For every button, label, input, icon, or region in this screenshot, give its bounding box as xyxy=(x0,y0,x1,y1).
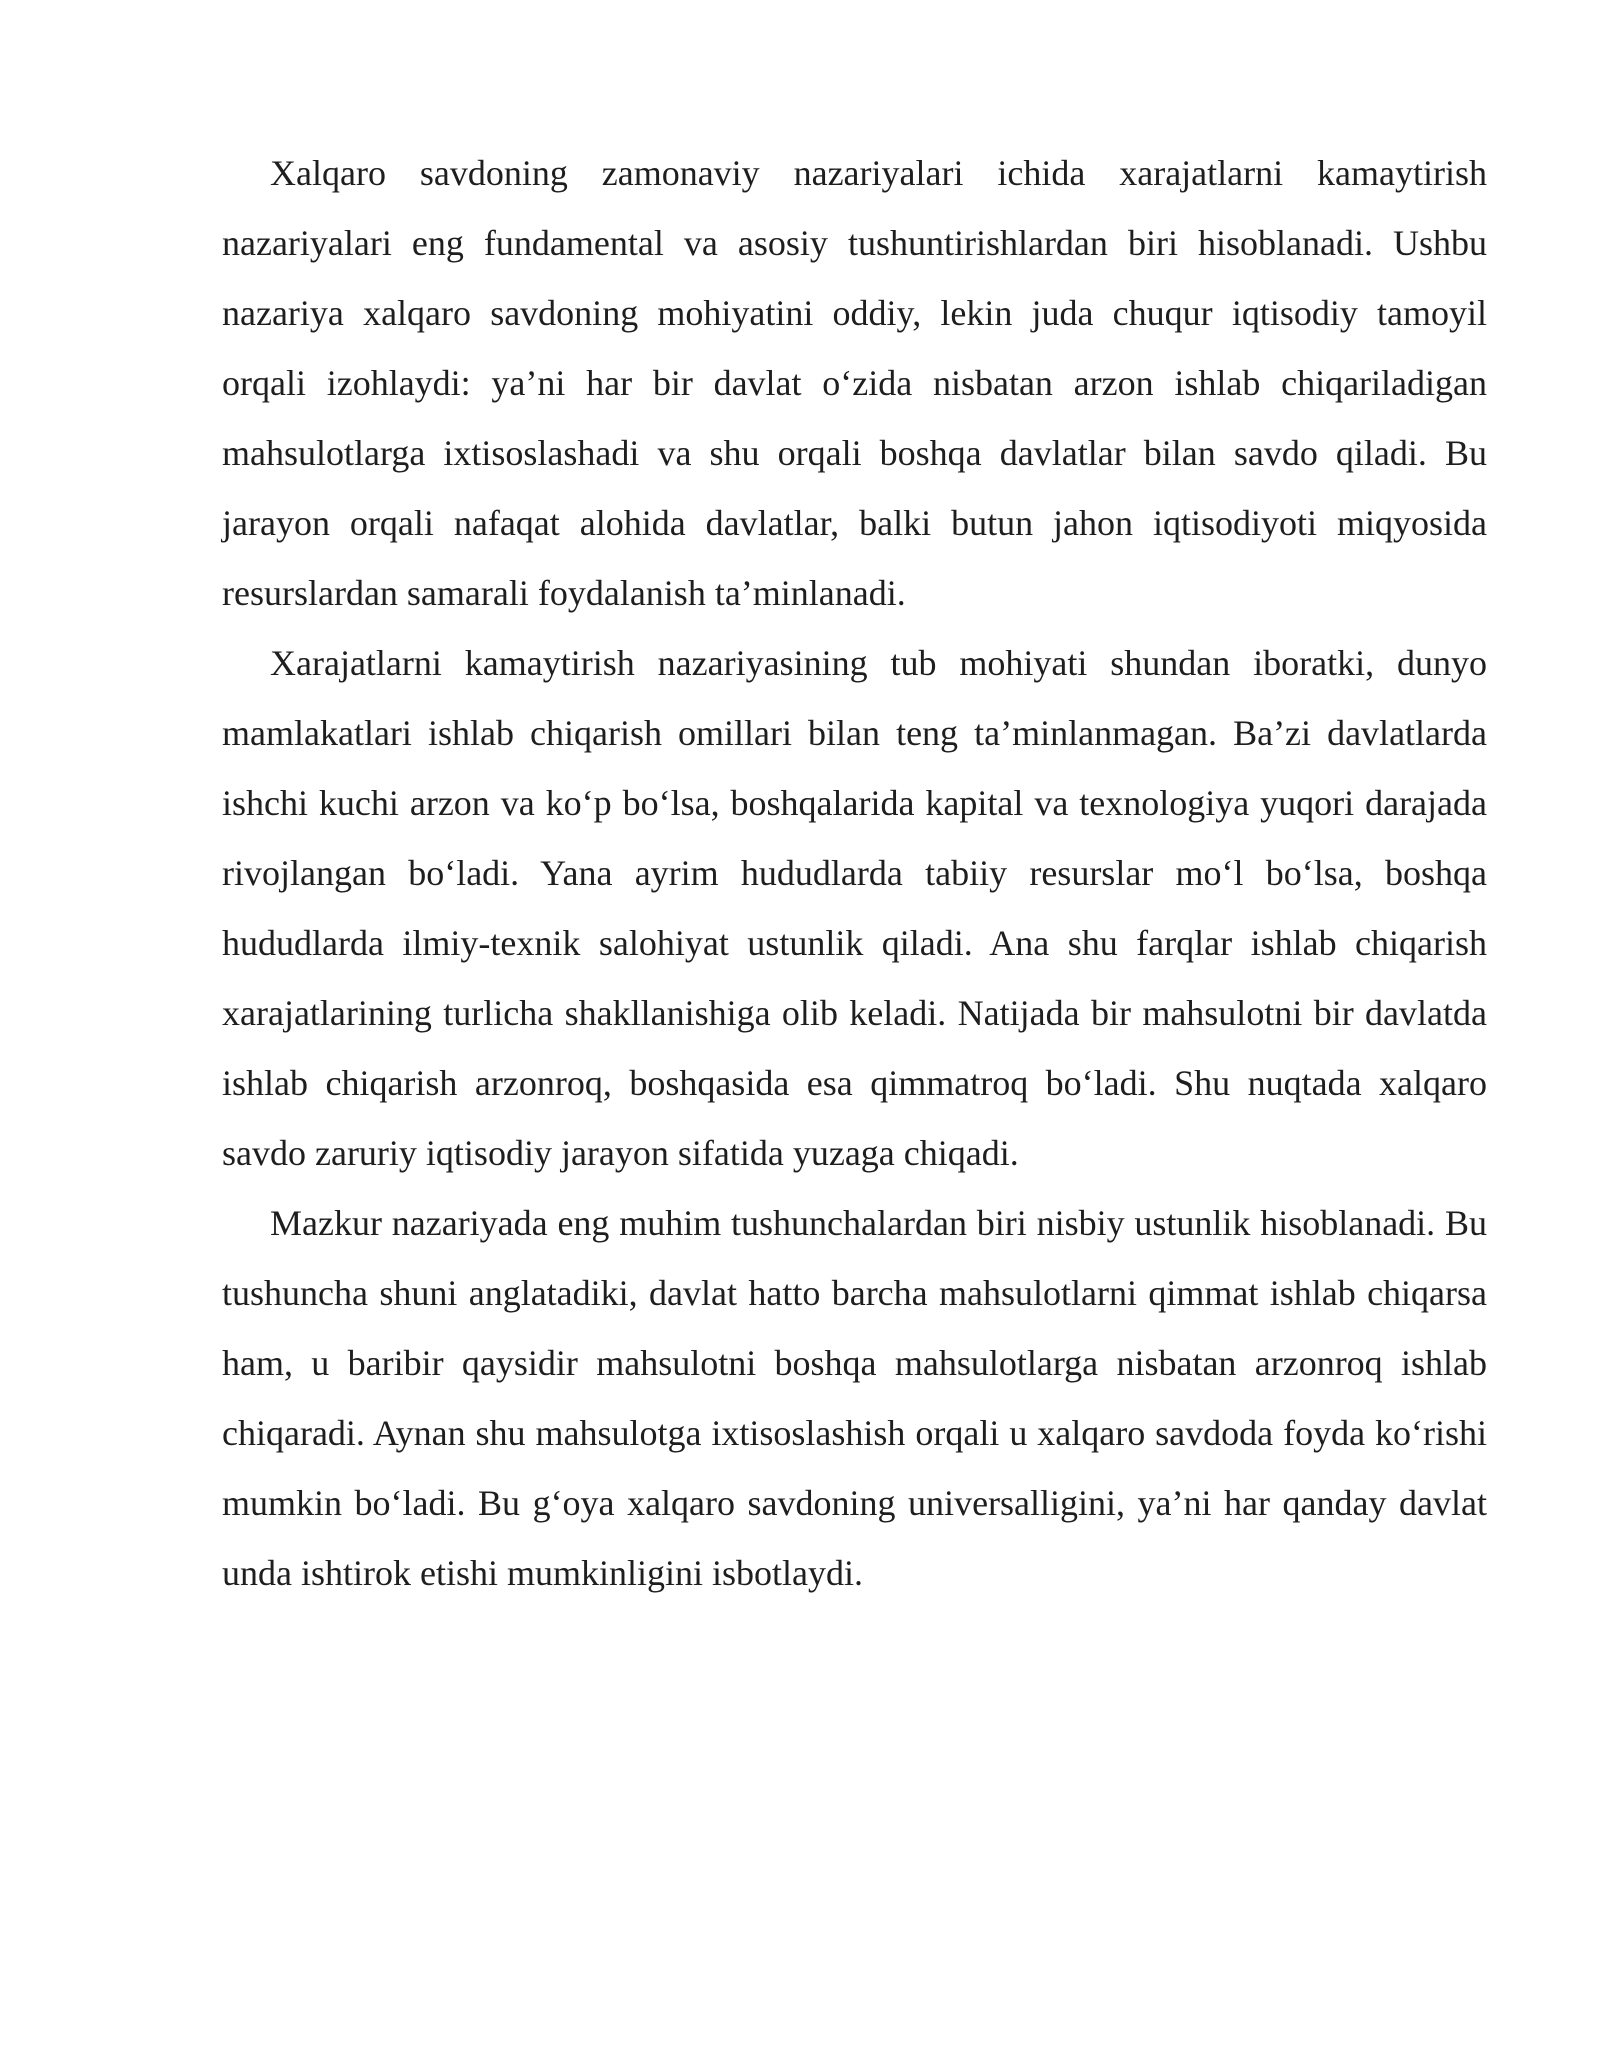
document-body xyxy=(222,138,1487,1608)
paragraph-1: Xalqaro savdoning zamonaviy nazariyalari ichida xarajatlarni kamaytirish nazariyalari eng fundamental va asosiy tushuntirishlardan biri hisoblanadi. Ushbu nazariya xalqaro savdoning mohiyatini oddiy, lekin juda chuqur iqtisodiy tamoyil orqali izohlaydi: ya’ni har bir davlat o‘zida nisbatan arzon ishlab chiqariladigan mahsulotlarga ixtisoslashadi va shu orqali boshqa davlatlar bilan savdo qiladi. Bu jarayon orqali nafaqat alohida davlatlar, balki butun jahon iqtisodiyoti miqyosida resurslardan samarali foydalanish ta’minlanadi. xyxy=(222,153,1487,613)
paragraph-3: Mazkur nazariyada eng muhim tushunchalardan biri nisbiy ustunlik hisoblanadi. Bu tushuncha shuni anglatadiki, davlat hatto barcha mahsulotlarni qimmat ishlab chiqarsa ham, u baribir qaysidir mahsulotni boshqa mahsulotlarga nisbatan arzonroq ishlab chiqaradi. Aynan shu mahsulotga ixtisoslashish orqali u xalqaro savdoda foyda ko‘rishi mumkin bo‘ladi. Bu g‘oya xalqaro savdoning universalligini, ya’ni har qanday davlat unda ishtirok etishi mumkinligini isbotlaydi. xyxy=(222,1203,1487,1593)
paragraph-2: Xarajatlarni kamaytirish nazariyasining tub mohiyati shundan iboratki, dunyo mamlakatlari ishlab chiqarish omillari bilan teng ta’minlanmagan. Ba’zi davlatlarda ishchi kuchi arzon va ko‘p bo‘lsa, boshqalarida kapital va texnologiya yuqori darajada rivojlangan bo‘ladi. Yana ayrim hududlarda tabiiy resurslar mo‘l bo‘lsa, boshqa hududlarda ilmiy-texnik salohiyat ustunlik qiladi. Ana shu farqlar ishlab chiqarish xarajatlarining turlicha shakllanishiga olib keladi. Natijada bir mahsulotni bir davlatda ishlab chiqarish arzonroq, boshqasida esa qimmatroq bo‘ladi. Shu nuqtada xalqaro savdo zaruriy iqtisodiy jarayon sifatida yuzaga chiqadi. xyxy=(222,643,1487,1173)
